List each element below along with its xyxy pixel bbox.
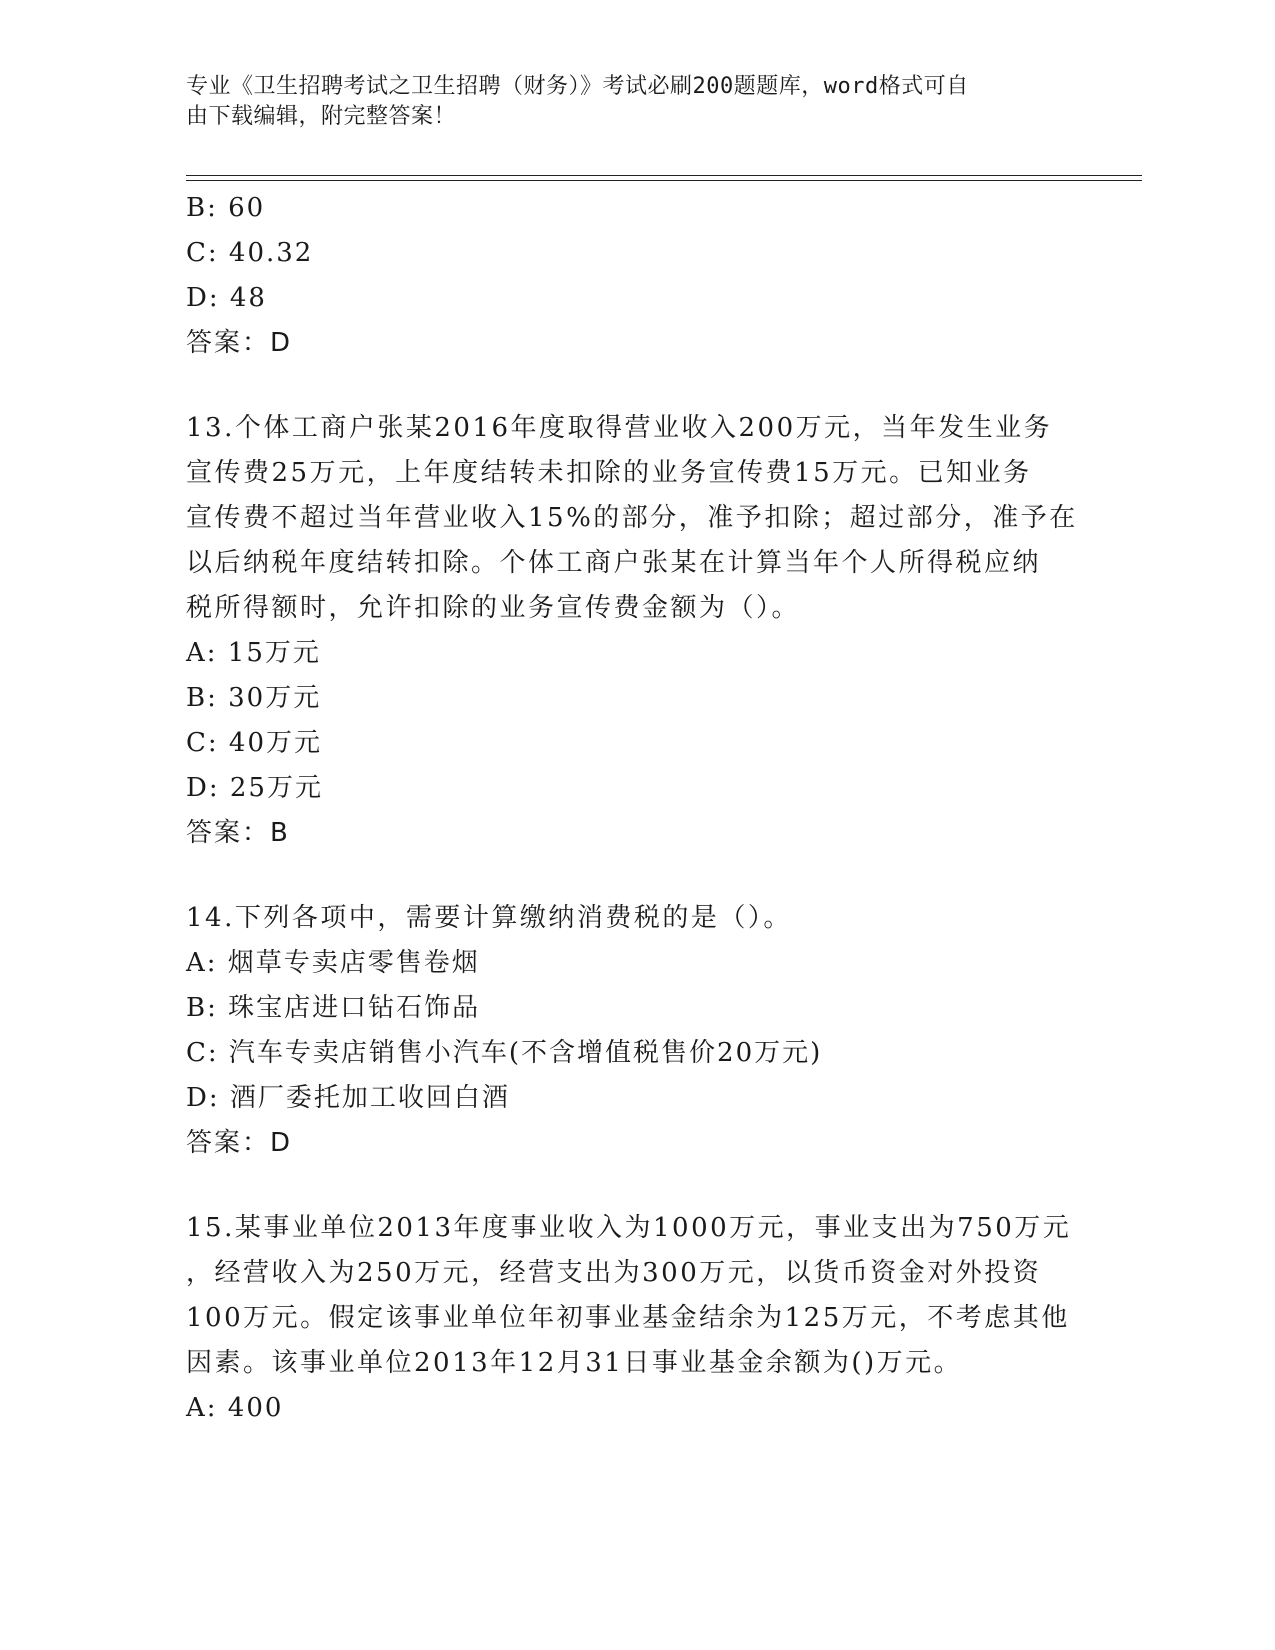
option-a: A: 15万元 xyxy=(186,638,321,668)
stem-line: 15.某事业单位2013年度事业收入为1000万元，事业支出为750万元 xyxy=(186,1213,1072,1243)
answer-label: 答案：B xyxy=(186,818,290,848)
stem-line: 以后纳税年度结转扣除。个体工商户张某在计算当年个人所得税应纳 xyxy=(186,548,1042,578)
stem-line: 因素。该事业单位2013年12月31日事业基金余额为()万元。 xyxy=(186,1348,963,1378)
option-d: D: 25万元 xyxy=(186,773,323,803)
option-a: A: 400 xyxy=(186,1393,284,1423)
question-12-tail xyxy=(186,186,1086,366)
option-b: B: 珠宝店进口钻石饰品 xyxy=(186,993,481,1023)
option-c: C: 40.32 xyxy=(186,238,314,268)
option-c: C: 40万元 xyxy=(186,728,323,758)
question-14 xyxy=(186,896,1086,1166)
option-d: D: 酒厂委托加工收回白酒 xyxy=(186,1083,510,1113)
option-a: A: 烟草专卖店零售卷烟 xyxy=(186,948,480,978)
header-divider-top xyxy=(186,175,1142,176)
stem-line: 宣传费25万元，上年度结转未扣除的业务宣传费15万元。已知业务 xyxy=(186,458,1032,488)
question-13 xyxy=(186,406,1086,856)
stem-line: 税所得额时，允许扣除的业务宣传费金额为（）。 xyxy=(186,593,801,623)
stem-line: 宣传费不超过当年营业收入15%的部分，准予扣除；超过部分，准予在 xyxy=(186,503,1078,533)
stem-line: ，经营收入为250万元，经营支出为300万元，以货币资金对外投资 xyxy=(186,1258,1042,1288)
answer-label: 答案：D xyxy=(186,1128,293,1158)
question-stem xyxy=(186,896,1086,941)
option-d: D: 48 xyxy=(186,283,267,313)
header-line-1: 专业《卫生招聘考试之卫生招聘（财务）》考试必刷200题题库，word格式可自 xyxy=(186,74,969,99)
question-list xyxy=(186,186,1086,1431)
header-divider-bottom xyxy=(186,180,1142,181)
question-stem xyxy=(186,406,1086,631)
stem-line: 100万元。假定该事业单位年初事业基金结余为125万元，不考虑其他 xyxy=(186,1303,1070,1333)
header-line-2: 由下载编辑，附完整答案！ xyxy=(186,104,457,129)
question-15 xyxy=(186,1206,1086,1431)
stem-line: 14.下列各项中，需要计算缴纳消费税的是（）。 xyxy=(186,903,792,933)
document-header xyxy=(186,72,1066,132)
stem-line: 13.个体工商户张某2016年度取得营业收入200万元，当年发生业务 xyxy=(186,413,1053,443)
answer-label: 答案：D xyxy=(186,328,293,358)
question-stem xyxy=(186,1206,1086,1386)
option-b: B: 30万元 xyxy=(186,683,322,713)
option-c: C: 汽车专卖店销售小汽车(不含增值税售价20万元) xyxy=(186,1038,823,1068)
option-b: B: 60 xyxy=(186,193,266,223)
